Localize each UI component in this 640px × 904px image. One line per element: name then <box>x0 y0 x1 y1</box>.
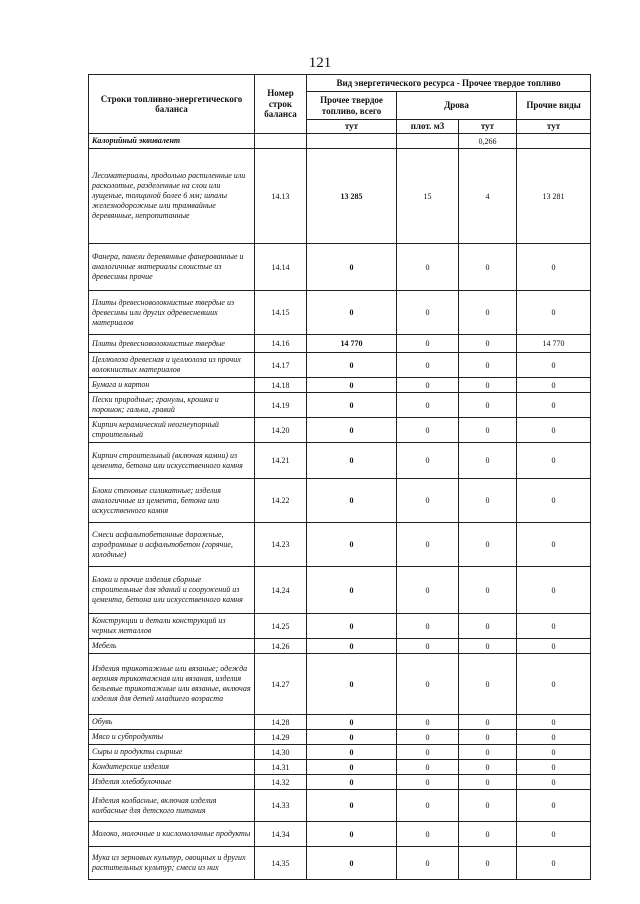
table-row <box>89 149 591 244</box>
cell-other-types: 0 <box>517 353 591 378</box>
cell-firewood-dense-m3: 0 <box>397 378 459 393</box>
cell-other-types: 14 770 <box>517 335 591 353</box>
table-row <box>89 822 591 847</box>
other-types-header: Прочие виды <box>517 92 591 120</box>
table-row <box>89 567 591 614</box>
cell-firewood-dense-m3: 0 <box>397 790 459 822</box>
row-name: Мука из зерновых культур, овощных и других растительных культур; смеси из них <box>89 847 255 880</box>
cell-other-solid-total: 0 <box>307 479 397 523</box>
calorie-value: 0,266 <box>459 134 517 149</box>
cell-firewood-dense-m3: 0 <box>397 847 459 880</box>
cell-other-types: 13 281 <box>517 149 591 244</box>
cell-other-types: 0 <box>517 378 591 393</box>
table-row <box>89 730 591 745</box>
cell-other-solid-total: 0 <box>307 654 397 715</box>
row-code: 14.35 <box>255 847 307 880</box>
cell-other-solid-total: 0 <box>307 715 397 730</box>
row-name: Кирпич керамический неогнеупорный строительный <box>89 418 255 443</box>
row-name: Сыры и продукты сырные <box>89 745 255 760</box>
cell-firewood-tut: 0 <box>459 353 517 378</box>
row-code: 14.22 <box>255 479 307 523</box>
row-code: 14.25 <box>255 614 307 639</box>
row-code: 14.32 <box>255 775 307 790</box>
cell-other-solid-total: 0 <box>307 639 397 654</box>
cell-firewood-tut: 0 <box>459 614 517 639</box>
cell-firewood-dense-m3: 0 <box>397 654 459 715</box>
row-code: 14.23 <box>255 523 307 567</box>
cell-firewood-tut: 0 <box>459 291 517 335</box>
page-number: 121 <box>308 55 332 71</box>
row-name: Мясо и субпродукты <box>89 730 255 745</box>
cell-firewood-tut: 0 <box>459 567 517 614</box>
cell-other-solid-total: 0 <box>307 378 397 393</box>
row-name: Молоко, молочные и кисломолочные продукты <box>89 822 255 847</box>
row-label-header: Строки топливно-энергетического баланса <box>89 75 255 134</box>
cell-other-types: 0 <box>517 730 591 745</box>
cell-other-types: 0 <box>517 715 591 730</box>
cell-firewood-tut: 0 <box>459 393 517 418</box>
cell-firewood-dense-m3: 0 <box>397 523 459 567</box>
table-row <box>89 291 591 335</box>
cell-firewood-dense-m3: 0 <box>397 479 459 523</box>
cell-firewood-dense-m3: 0 <box>397 353 459 378</box>
cell-firewood-dense-m3: 0 <box>397 614 459 639</box>
cell-firewood-dense-m3: 0 <box>397 715 459 730</box>
row-code: 14.15 <box>255 291 307 335</box>
row-name: Блоки и прочие изделия сборные строительные для зданий и сооружений из цемента, бетона или искусственного камня <box>89 567 255 614</box>
row-name: Блоки стеновые силикатные; изделия аналогичные из цемента, бетона или искусственного камня <box>89 479 255 523</box>
row-code: 14.18 <box>255 378 307 393</box>
table-row <box>89 335 591 353</box>
table-row <box>89 523 591 567</box>
cell-firewood-tut: 0 <box>459 378 517 393</box>
cell-firewood-dense-m3: 0 <box>397 775 459 790</box>
cell-firewood-tut: 0 <box>459 745 517 760</box>
row-code: 14.26 <box>255 639 307 654</box>
cell-other-types: 0 <box>517 745 591 760</box>
cell-firewood-tut: 0 <box>459 654 517 715</box>
cell-firewood-tut: 0 <box>459 523 517 567</box>
cell-firewood-tut: 4 <box>459 149 517 244</box>
table-row <box>89 745 591 760</box>
row-name: Конструкции и детали конструкций из черных металлов <box>89 614 255 639</box>
row-name: Смеси асфальтобетонные дорожные, аэродромные и асфальтобетон (горячие, холодные) <box>89 523 255 567</box>
cell-other-types: 0 <box>517 244 591 291</box>
cell-other-solid-total: 0 <box>307 567 397 614</box>
row-name: Изделия хлебобулочные <box>89 775 255 790</box>
row-code: 14.27 <box>255 654 307 715</box>
cell-firewood-dense-m3: 0 <box>397 244 459 291</box>
cell-other-types: 0 <box>517 639 591 654</box>
table-row <box>89 639 591 654</box>
table-row <box>89 378 591 393</box>
cell-other-types: 0 <box>517 654 591 715</box>
cell-other-solid-total: 0 <box>307 775 397 790</box>
cell-firewood-dense-m3: 0 <box>397 418 459 443</box>
cell-other-types: 0 <box>517 822 591 847</box>
table-row <box>89 715 591 730</box>
row-name: Изделия трикотажные или вязаные; одежда верхняя трикотажная или вязаная, изделия бельевые трикотажные или вязаные, включая изделия для детей младшего возраста <box>89 654 255 715</box>
cell-firewood-tut: 0 <box>459 244 517 291</box>
cell-firewood-tut: 0 <box>459 443 517 479</box>
row-code: 14.29 <box>255 730 307 745</box>
row-code: 14.16 <box>255 335 307 353</box>
cell-other-types: 0 <box>517 443 591 479</box>
cell-firewood-tut: 0 <box>459 775 517 790</box>
cell-firewood-dense-m3: 0 <box>397 443 459 479</box>
cell-other-solid-total: 0 <box>307 822 397 847</box>
cell-firewood-dense-m3: 0 <box>397 335 459 353</box>
cell-other-solid-total: 0 <box>307 523 397 567</box>
cell-firewood-tut: 0 <box>459 335 517 353</box>
unit-header: тут <box>459 120 517 134</box>
row-name: Фанера, панели деревянные фанерованные и аналогичные материалы слоистые из древесины прочие <box>89 244 255 291</box>
cell-firewood-dense-m3: 15 <box>397 149 459 244</box>
firewood-header: Дрова <box>397 92 517 120</box>
table-row <box>89 614 591 639</box>
row-name: Мебель <box>89 639 255 654</box>
cell-firewood-dense-m3: 0 <box>397 745 459 760</box>
cell-firewood-tut: 0 <box>459 730 517 745</box>
row-code: 14.20 <box>255 418 307 443</box>
row-code: 14.33 <box>255 790 307 822</box>
row-name: Бумага и картон <box>89 378 255 393</box>
table-row <box>89 244 591 291</box>
energy-balance-table <box>88 74 591 880</box>
table-row <box>89 418 591 443</box>
cell-other-solid-total: 14 770 <box>307 335 397 353</box>
cell-other-solid-total: 0 <box>307 760 397 775</box>
row-name: Целлюлоза древесная и целлюлоза из прочих волокнистых материалов <box>89 353 255 378</box>
row-name: Лесоматериалы, продольно распиленные или расколотые, разделенные на слои или лущеные, толщиной более 6 мм; шпалы железнодорожные или трамвайные деревянные, непропитанные <box>89 149 255 244</box>
cell-other-solid-total: 0 <box>307 730 397 745</box>
cell-other-solid-total: 0 <box>307 244 397 291</box>
table-row <box>89 775 591 790</box>
cell-other-solid-total: 13 285 <box>307 149 397 244</box>
row-name: Кирпич строительный (включая камни) из цемента, бетона или искусственного камня <box>89 443 255 479</box>
cell-other-types: 0 <box>517 847 591 880</box>
calorie-label: Калорийный эквивалент <box>89 134 255 149</box>
cell-firewood-dense-m3: 0 <box>397 393 459 418</box>
cell-other-types: 0 <box>517 567 591 614</box>
row-name: Обувь <box>89 715 255 730</box>
cell-other-solid-total: 0 <box>307 393 397 418</box>
unit-header: тут <box>517 120 591 134</box>
row-code: 14.24 <box>255 567 307 614</box>
row-name: Изделия колбасные, включая изделия колбасные для детского питания <box>89 790 255 822</box>
table-row <box>89 760 591 775</box>
cell-firewood-tut: 0 <box>459 790 517 822</box>
cell-other-solid-total: 0 <box>307 745 397 760</box>
row-name: Плиты древесноволокнистые твердые <box>89 335 255 353</box>
table-row <box>89 847 591 880</box>
cell-firewood-dense-m3: 0 <box>397 730 459 745</box>
resource-group-header: Вид энергетического ресурса - Прочее твердое топливо <box>307 75 591 92</box>
row-code: 14.28 <box>255 715 307 730</box>
code-header: Номер строк баланса <box>255 75 307 134</box>
cell-firewood-tut: 0 <box>459 760 517 775</box>
row-code: 14.17 <box>255 353 307 378</box>
row-name: Кондитерские изделия <box>89 760 255 775</box>
row-code: 14.34 <box>255 822 307 847</box>
row-name: Пески природные; гранулы, крошка и порошок; галька, гравий <box>89 393 255 418</box>
cell-other-types: 0 <box>517 790 591 822</box>
cell-firewood-tut: 0 <box>459 822 517 847</box>
cell-other-solid-total: 0 <box>307 291 397 335</box>
cell-firewood-dense-m3: 0 <box>397 760 459 775</box>
unit-header: тут <box>307 120 397 134</box>
row-code: 14.30 <box>255 745 307 760</box>
cell-other-solid-total: 0 <box>307 614 397 639</box>
cell-firewood-dense-m3: 0 <box>397 291 459 335</box>
cell-other-types: 0 <box>517 418 591 443</box>
table-row <box>89 654 591 715</box>
unit-header: плот. м3 <box>397 120 459 134</box>
table-row <box>89 353 591 378</box>
cell-firewood-tut: 0 <box>459 715 517 730</box>
cell-other-types: 0 <box>517 393 591 418</box>
cell-other-types: 0 <box>517 479 591 523</box>
other-solid-header: Прочее твердое топливо, всего <box>307 92 397 120</box>
cell-firewood-tut: 0 <box>459 847 517 880</box>
row-code: 14.19 <box>255 393 307 418</box>
table-row <box>89 479 591 523</box>
row-code: 14.13 <box>255 149 307 244</box>
table-row <box>89 393 591 418</box>
cell-other-types: 0 <box>517 614 591 639</box>
cell-firewood-tut: 0 <box>459 479 517 523</box>
cell-other-solid-total: 0 <box>307 790 397 822</box>
row-code: 14.31 <box>255 760 307 775</box>
cell-firewood-tut: 0 <box>459 418 517 443</box>
cell-other-solid-total: 0 <box>307 443 397 479</box>
cell-other-types: 0 <box>517 760 591 775</box>
cell-other-types: 0 <box>517 775 591 790</box>
row-code: 14.14 <box>255 244 307 291</box>
cell-other-types: 0 <box>517 291 591 335</box>
cell-firewood-dense-m3: 0 <box>397 567 459 614</box>
cell-firewood-dense-m3: 0 <box>397 639 459 654</box>
table-row <box>89 443 591 479</box>
table-row <box>89 790 591 822</box>
cell-other-solid-total: 0 <box>307 353 397 378</box>
calorie-row <box>89 134 591 149</box>
cell-other-solid-total: 0 <box>307 847 397 880</box>
row-code: 14.21 <box>255 443 307 479</box>
cell-other-types: 0 <box>517 523 591 567</box>
cell-firewood-dense-m3: 0 <box>397 822 459 847</box>
row-name: Плиты древесноволокнистые твердые из древесины или других одревесневших материалов <box>89 291 255 335</box>
cell-other-solid-total: 0 <box>307 418 397 443</box>
cell-firewood-tut: 0 <box>459 639 517 654</box>
